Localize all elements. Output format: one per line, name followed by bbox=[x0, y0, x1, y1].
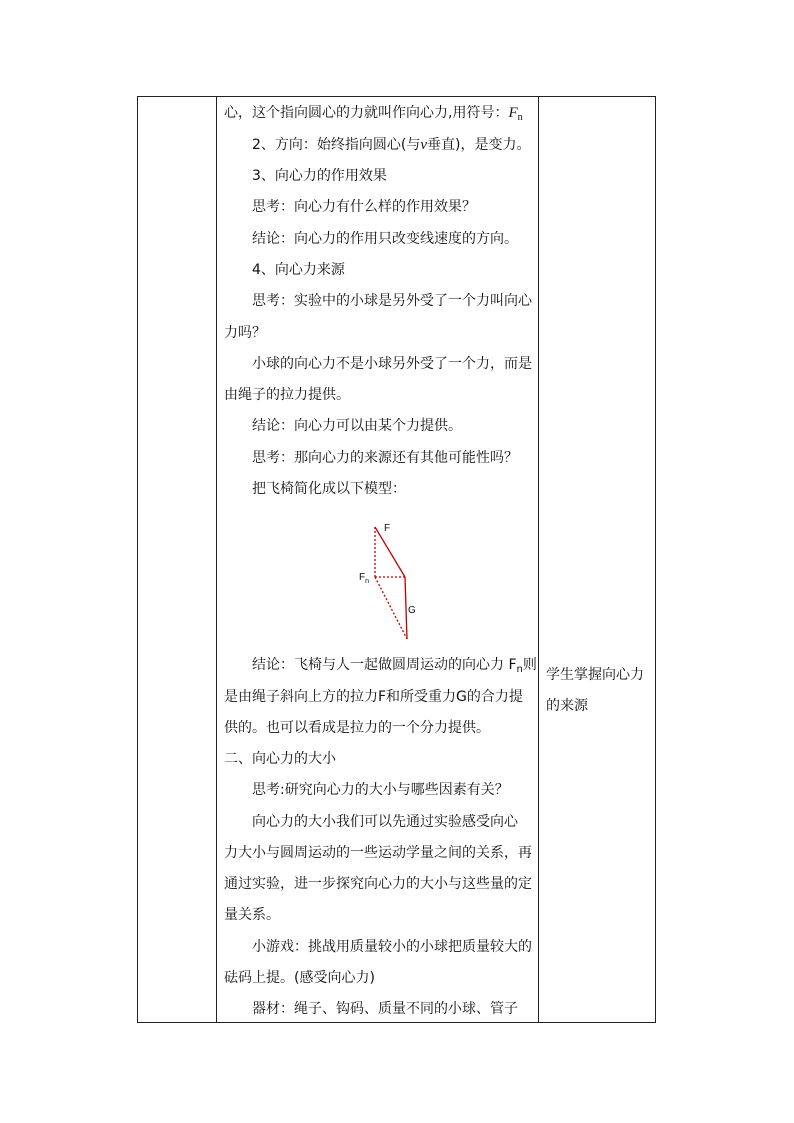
content-line: 向心力的大小我们可以先通过实验感受向心 bbox=[252, 814, 518, 830]
content-line: 3、向心力的作用效果 bbox=[252, 168, 387, 184]
content-line: 器材：绳子、钩码、质量不同的小球、管子 bbox=[252, 1001, 518, 1017]
dashed-line bbox=[375, 577, 407, 639]
content-line: 力吗？ bbox=[224, 325, 266, 341]
tension-force-f bbox=[375, 527, 405, 577]
section-heading: 二、向心力的大小 bbox=[224, 751, 336, 767]
content-line: 心，这个指向圆心的力就叫作向心力,用符号：$F_n$ bbox=[224, 105, 523, 123]
content-line: 力大小与圆周运动的一些运动学量之间的关系，再 bbox=[224, 845, 532, 861]
lesson-table bbox=[137, 96, 656, 1023]
content-line: 结论：向心力可以由某个力提供。 bbox=[252, 418, 462, 434]
label-f: F bbox=[384, 523, 391, 534]
content-line: 供的。也可以看成是拉力的一个分力提供。 bbox=[224, 720, 490, 736]
content-line: 砝码上提。(感受向心力) bbox=[224, 970, 375, 986]
content-line: 2、方向：始终指向圆心(与v垂直)，是变力。 bbox=[252, 137, 531, 153]
symbol-v: v bbox=[420, 137, 428, 153]
content-line: 思考:研究向心力的大小与哪些因素有关？ bbox=[252, 782, 509, 798]
content-line: 结论：飞椅与人一起做圆周运动的向心力 $F_n$则 bbox=[252, 657, 537, 675]
content-line: 小游戏：挑战用质量较小的小球把质量较大的 bbox=[252, 939, 532, 955]
force-diagram bbox=[342, 517, 452, 647]
content-line: 是由绳子斜向上方的拉力F和所受重力G的合力提 bbox=[224, 689, 523, 705]
content-line: 把飞椅简化成以下模型： bbox=[252, 481, 406, 497]
content-line: 小球的向心力不是小球另外受了一个力，而是 bbox=[252, 356, 532, 372]
label-fn: $F_n$ bbox=[359, 572, 370, 585]
symbol-fn: $F_n$ bbox=[508, 105, 523, 123]
objective-line: 的来源 bbox=[546, 698, 588, 714]
content-line: 结论：向心力的作用只改变线速度的方向。 bbox=[252, 231, 518, 247]
content-line: 量关系。 bbox=[224, 907, 280, 923]
teaching-content-column bbox=[217, 97, 538, 1022]
content-line: 思考：实验中的小球是另外受了一个力叫向心 bbox=[252, 293, 532, 309]
student-activity-column bbox=[539, 97, 657, 1022]
content-line: 思考：那向心力的来源还有其他可能性吗？ bbox=[252, 450, 518, 466]
content-line: 思考：向心力有什么样的作用效果？ bbox=[252, 199, 476, 215]
content-line: 通过实验，进一步探究向心力的大小与这些量的定 bbox=[224, 876, 532, 892]
gravity-force-g bbox=[405, 577, 407, 639]
objective-line: 学生掌握向心力 bbox=[546, 667, 644, 683]
content-line: 由绳子的拉力提供。 bbox=[224, 387, 350, 403]
label-g: G bbox=[408, 605, 416, 616]
content-line: 4、向心力来源 bbox=[252, 262, 345, 278]
